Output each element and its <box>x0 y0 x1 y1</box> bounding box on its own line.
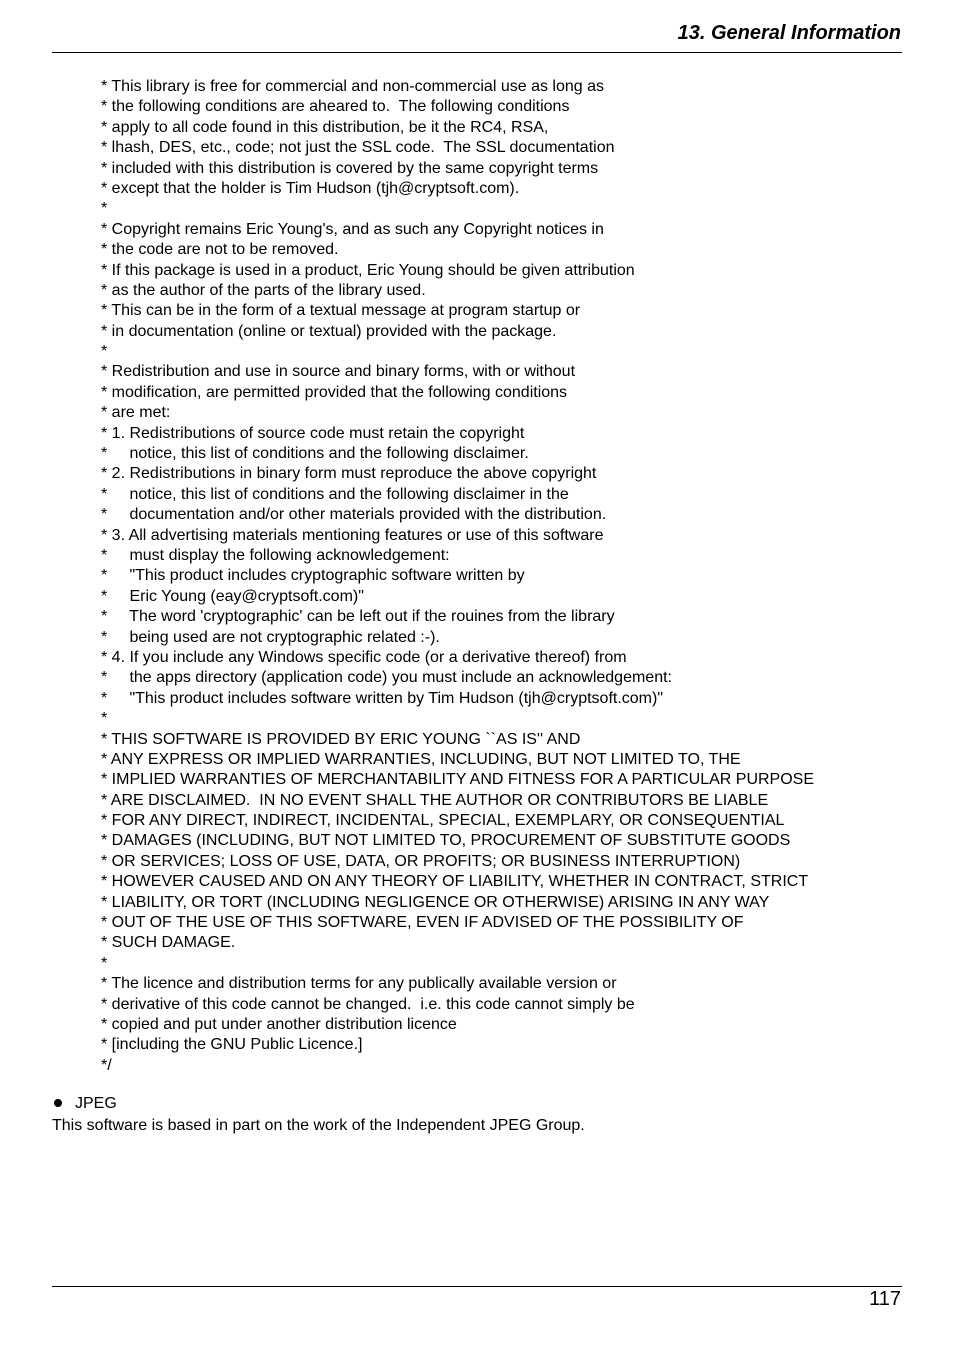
license-line: * documentation and/or other materials provided with the distribution. <box>101 506 607 524</box>
license-line: * 3. All advertising materials mentioning features or use of this software <box>101 526 604 544</box>
license-line: * "This product includes software written by Tim Hudson (tjh@cryptsoft.com)" <box>101 689 664 707</box>
license-line: * [including the GNU Public Licence.] <box>101 1036 363 1054</box>
page-header-title: 13. General Information <box>677 22 901 44</box>
license-line: * notice, this list of conditions and the following disclaimer. <box>101 445 529 463</box>
license-line: * in documentation (online or textual) provided with the package. <box>101 322 557 340</box>
license-line: * <box>101 954 108 972</box>
license-line: * the apps directory (application code) you must include an acknowledgement: <box>101 669 672 687</box>
jpeg-body-text: This software is based in part on the work of the Independent JPEG Group. <box>52 1117 585 1134</box>
license-line: * being used are not cryptographic related :-). <box>101 628 440 646</box>
license-line: * FOR ANY DIRECT, INDIRECT, INCIDENTAL, SPECIAL, EXEMPLARY, OR CONSEQUENTIAL <box>101 812 785 830</box>
license-line: * LIABILITY, OR TORT (INCLUDING NEGLIGENCE OR OTHERWISE) ARISING IN ANY WAY <box>101 893 770 911</box>
license-line: * OR SERVICES; LOSS OF USE, DATA, OR PROFITS; OR BUSINESS INTERRUPTION) <box>101 852 741 870</box>
license-line: * <box>101 200 108 218</box>
license-line: * the following conditions are aheared to. The following conditions <box>101 98 570 116</box>
license-line: * must display the following acknowledgement: <box>101 546 450 564</box>
license-line: * apply to all code found in this distribution, be it the RC4, RSA, <box>101 118 549 136</box>
license-line: * SUCH DAMAGE. <box>101 934 236 952</box>
license-line: * the code are not to be removed. <box>101 241 339 259</box>
bullet-icon <box>54 1099 62 1107</box>
license-line: */ <box>101 1056 112 1074</box>
license-line: * Redistribution and use in source and binary forms, with or without <box>101 363 576 381</box>
license-line: * IMPLIED WARRANTIES OF MERCHANTABILITY AND FITNESS FOR A PARTICULAR PURPOSE <box>101 771 815 789</box>
license-line: * "This product includes cryptographic software written by <box>101 567 525 585</box>
license-line: * <box>101 710 108 728</box>
license-line: * THIS SOFTWARE IS PROVIDED BY ERIC YOUNG ``AS IS'' AND <box>101 730 581 748</box>
license-line: * copied and put under another distribution licence <box>101 1015 457 1033</box>
license-line: * ARE DISCLAIMED. IN NO EVENT SHALL THE AUTHOR OR CONTRIBUTORS BE LIABLE <box>101 791 769 809</box>
license-line: * This library is free for commercial and non-commercial use as long as <box>101 78 605 95</box>
license-line: * ANY EXPRESS OR IMPLIED WARRANTIES, INCLUDING, BUT NOT LIMITED TO, THE <box>101 750 741 768</box>
license-line: * This can be in the form of a textual message at program startup or <box>101 302 581 320</box>
license-line: * DAMAGES (INCLUDING, BUT NOT LIMITED TO, PROCUREMENT OF SUBSTITUTE GOODS <box>101 832 791 850</box>
license-line: * <box>101 343 108 361</box>
license-line: * are met: <box>101 404 171 422</box>
license-line: * HOWEVER CAUSED AND ON ANY THEORY OF LIABILITY, WHETHER IN CONTRACT, STRICT <box>101 873 809 891</box>
license-line: * Eric Young (eay@cryptsoft.com)" <box>101 587 364 605</box>
license-line: * modification, are permitted provided that the following conditions <box>101 383 568 401</box>
license-line: * 4. If you include any Windows specific code (or a derivative thereof) from <box>101 648 627 666</box>
license-line: * The licence and distribution terms for any publically available version or <box>101 975 617 993</box>
header-rule <box>52 52 902 53</box>
jpeg-heading: JPEG <box>75 1095 117 1112</box>
jpeg-bullet-item <box>52 1094 117 1114</box>
license-line: * The word 'cryptographic' can be left out if the rouines from the library <box>101 608 615 626</box>
page-number: 117 <box>869 1288 901 1310</box>
license-line: * 1. Redistributions of source code must retain the copyright <box>101 424 525 442</box>
license-line: * If this package is used in a product, Eric Young should be given attribution <box>101 261 635 279</box>
license-text-block <box>101 77 814 1076</box>
license-line: * Copyright remains Eric Young's, and as such any Copyright notices in <box>101 220 604 238</box>
license-line: * 2. Redistributions in binary form must reproduce the above copyright <box>101 465 597 483</box>
license-line: * lhash, DES, etc., code; not just the SSL code. The SSL documentation <box>101 139 615 157</box>
license-line: * derivative of this code cannot be changed. i.e. this code cannot simply be <box>101 995 635 1013</box>
license-line: * OUT OF THE USE OF THIS SOFTWARE, EVEN IF ADVISED OF THE POSSIBILITY OF <box>101 914 744 932</box>
license-line: * except that the holder is Tim Hudson (tjh@cryptsoft.com). <box>101 179 520 197</box>
license-line: * included with this distribution is covered by the same copyright terms <box>101 159 599 177</box>
license-line: * notice, this list of conditions and the following disclaimer in the <box>101 485 569 503</box>
license-line: * as the author of the parts of the library used. <box>101 281 426 299</box>
footer-rule <box>52 1286 902 1287</box>
